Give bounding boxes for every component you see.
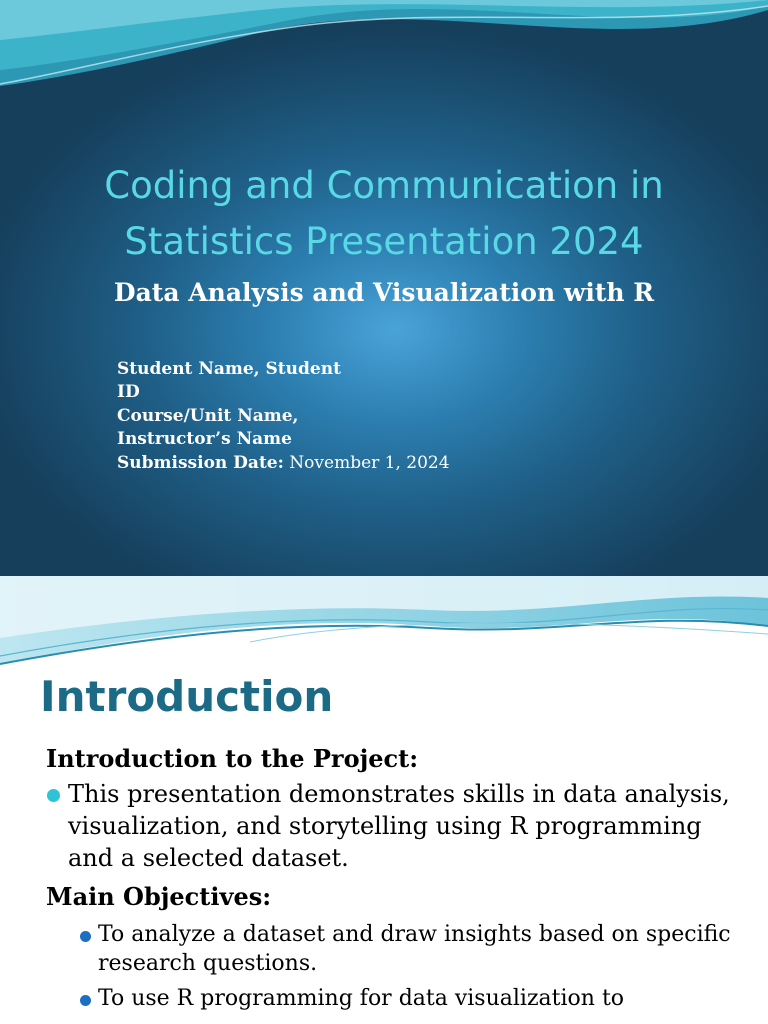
slide-heading: Introduction (40, 672, 334, 721)
title-line-2: Statistics Presentation 2024 (124, 220, 644, 263)
instructor-line: Instructor’s Name (117, 429, 292, 450)
presentation-title (0, 158, 768, 270)
sub-bullet-dot-icon (80, 931, 91, 942)
sub-bullet-dot-icon (80, 995, 91, 1006)
submission-line (117, 452, 517, 475)
student-info (117, 358, 517, 475)
sub-bullet-item (46, 920, 746, 978)
sub-bullet-text: To use R programming for data visualization to (98, 986, 625, 1011)
course-line: Course/Unit Name, (117, 405, 299, 426)
bullet-dot-icon (47, 789, 60, 802)
bullet-text: This presentation demonstrates skills in data analysis, visualization, and storytelling using R programming and a selected dataset. (68, 780, 730, 872)
wave-decoration (0, 0, 768, 100)
presentation-subtitle: Data Analysis and Visualization with R (113, 278, 655, 307)
student-name-line: Student Name, Student (117, 359, 341, 379)
bullet-item (46, 778, 746, 874)
submission-label: Submission Date: (117, 452, 284, 473)
student-id-line: ID (117, 382, 140, 403)
slide-body (46, 742, 746, 1013)
submission-date: November 1, 2024 (283, 452, 450, 473)
intro-slide (0, 576, 768, 1024)
title-line-1: Coding and Communication in (104, 164, 664, 207)
section-heading-project: Introduction to the Project: (46, 744, 419, 773)
section-heading-objectives: Main Objectives: (46, 882, 272, 911)
wave-decoration (0, 576, 768, 671)
sub-bullet-item (46, 984, 746, 1013)
sub-bullet-text: To analyze a dataset and draw insights based on specific research questions. (98, 922, 731, 976)
